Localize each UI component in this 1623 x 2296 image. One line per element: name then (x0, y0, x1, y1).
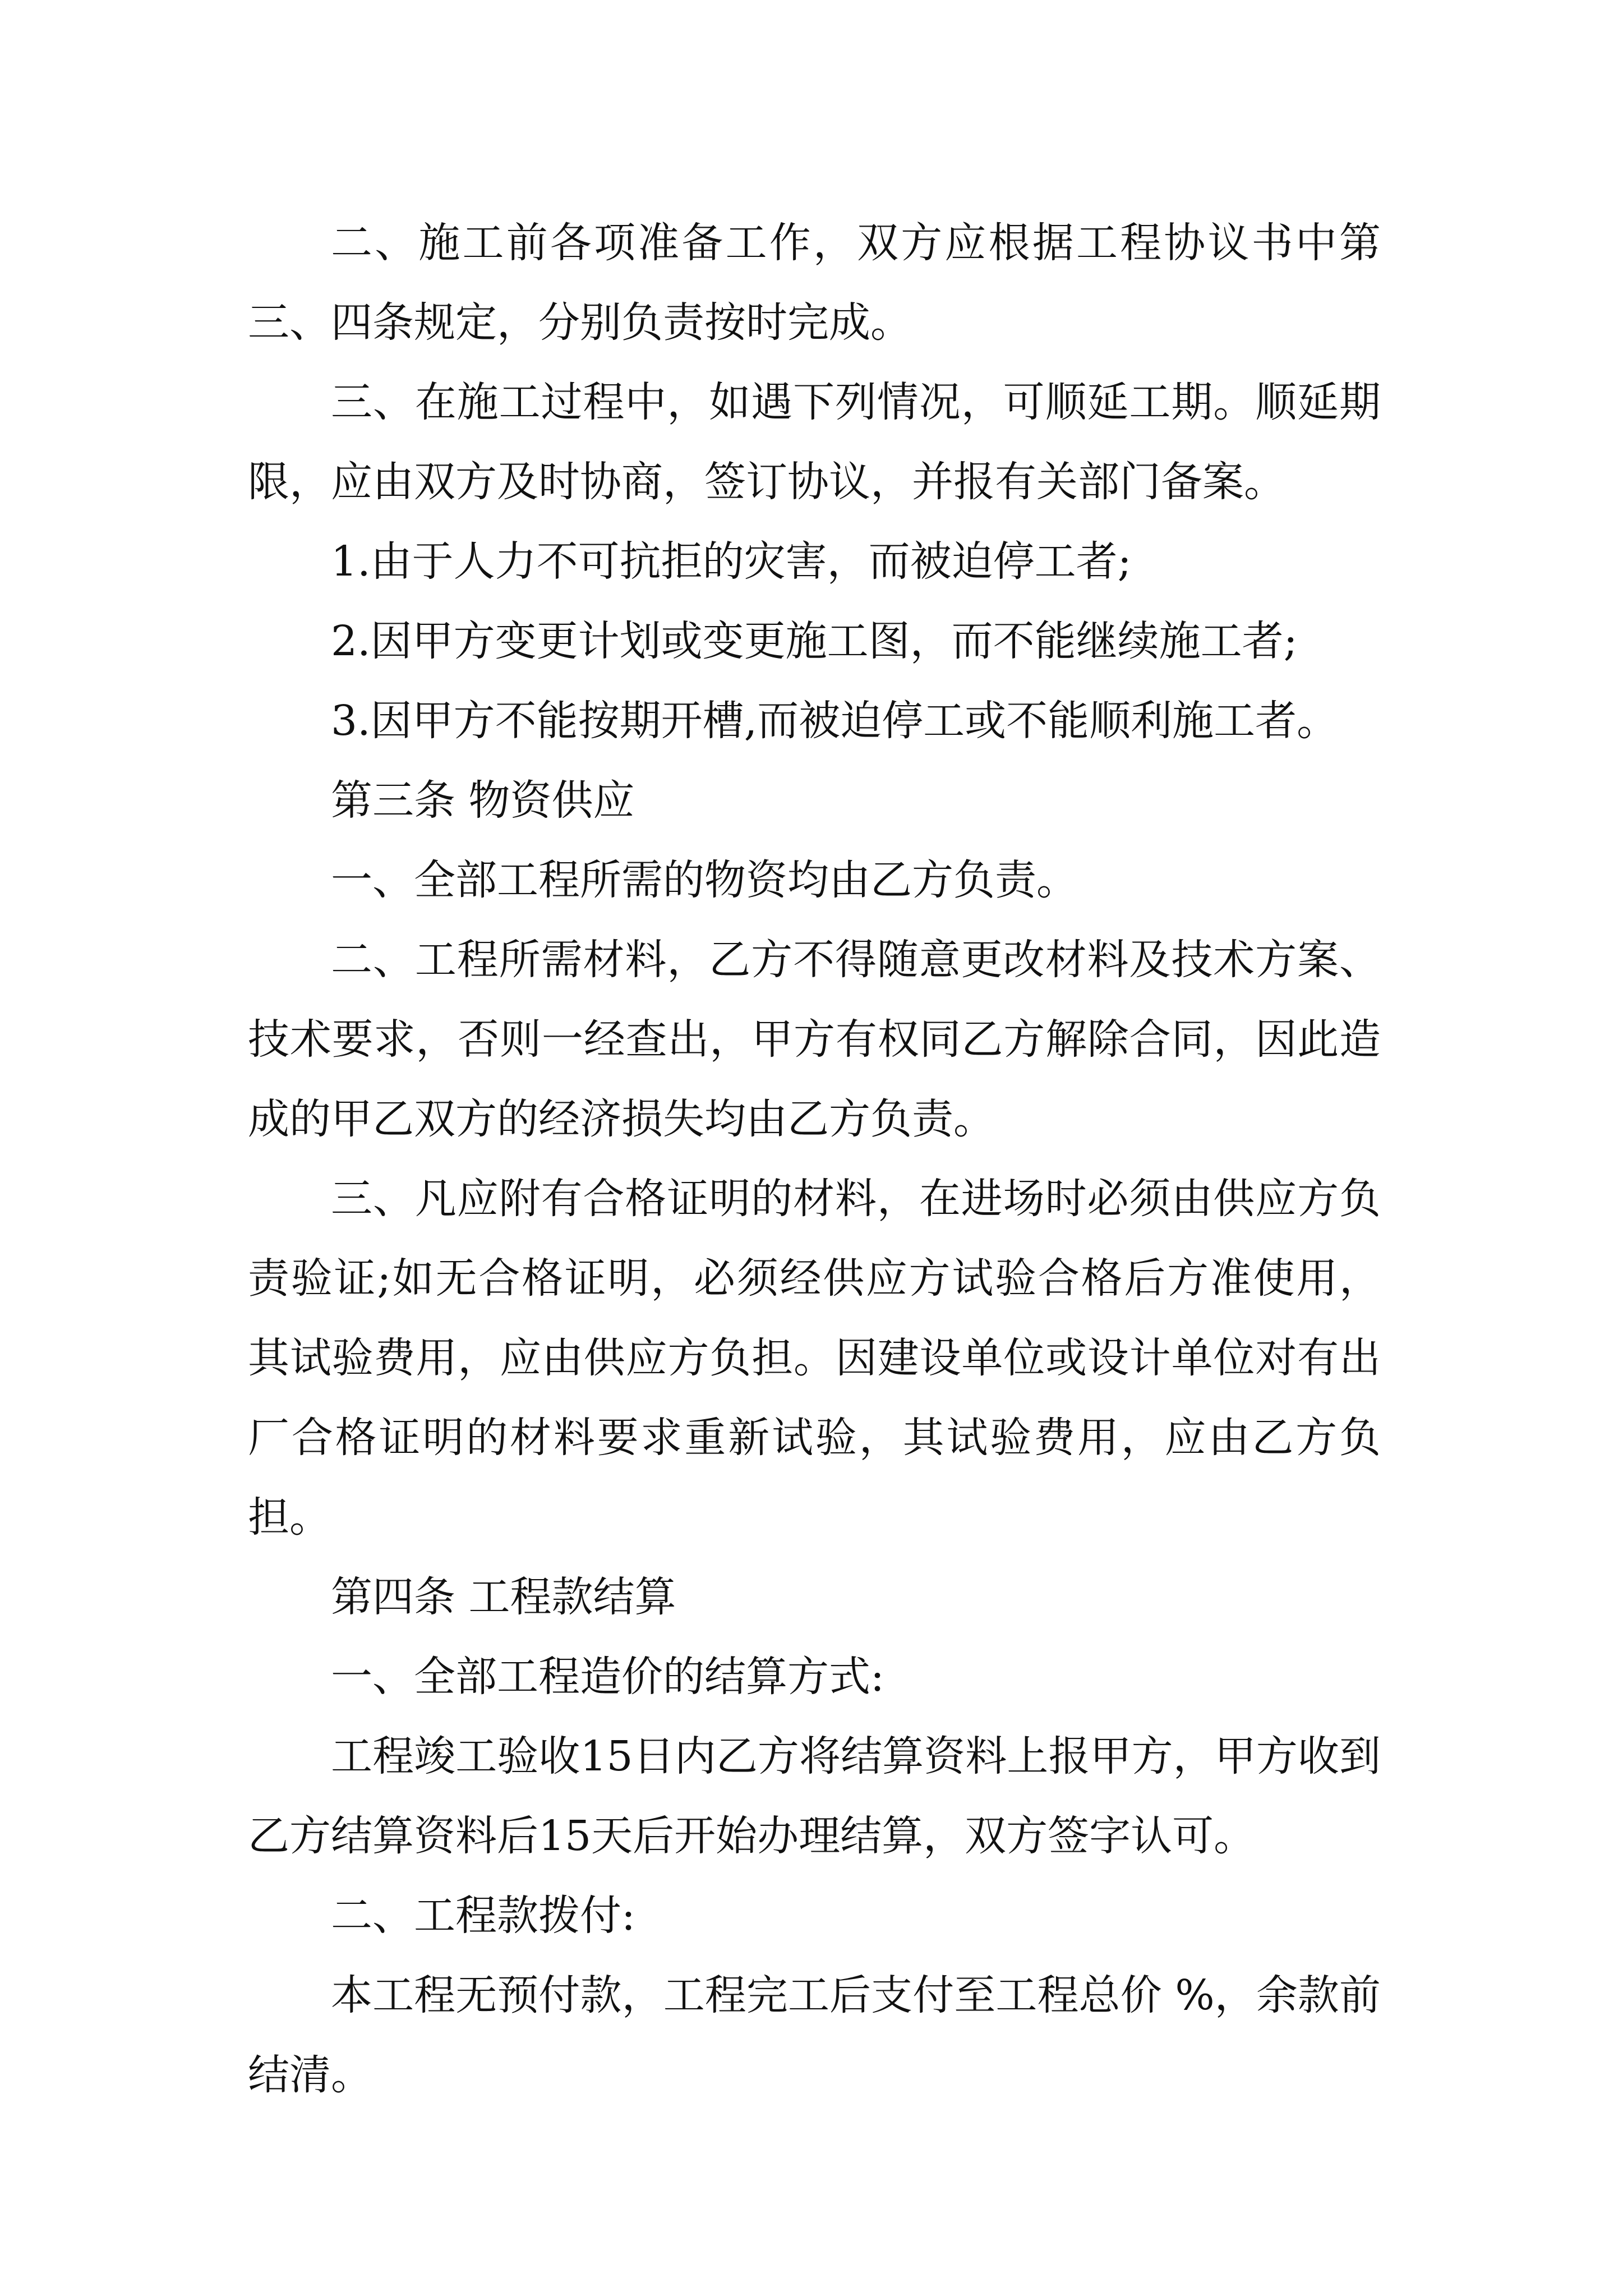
paragraph-certification: 三、凡应附有合格证明的材料，在进场时必须由供应方负责验证;如无合格证明，必须经供应方试验合格后方准使用，其试验费用，应由供应方负担。因建设单位或设计单位对有出厂合格证明的材料要求重新试验，其试验费用，应由乙方负担。 (248, 1175, 1381, 1542)
paragraph-payment-heading: 二、工程款拨付: (331, 1892, 635, 1940)
paragraph-extension: 三、在施工过程中，如遇下列情况，可顺延工期。顺延期限，应由双方及时协商，签订协议，并报有关部门备案。 (248, 378, 1381, 506)
section-heading-article-4: 第四条 工程款结算 (331, 1573, 676, 1621)
paragraph-settlement-timeline: 工程竣工验收15日内乙方将结算资料上报甲方，甲方收到乙方结算资料后15天后开始办理结算，双方签字认可。 (248, 1732, 1381, 1860)
paragraph-materials-responsibility: 一、全部工程所需的物资均由乙方负责。 (331, 856, 1078, 904)
list-item-disaster: 1.由于人力不可抗拒的灾害，而被迫停工者; (331, 537, 1132, 586)
document-body (248, 203, 1381, 2115)
list-item-trench: 3.因甲方不能按期开槽,而被迫停工或不能顺利施工者。 (331, 697, 1339, 745)
list-item-plan-change: 2.因甲方变更计划或变更施工图，而不能继续施工者; (331, 617, 1298, 665)
paragraph-payment-terms: 本工程无预付款，工程完工后支付至工程总价 %，余款前结清。 (248, 1971, 1381, 2099)
paragraph-materials-changes: 二、工程所需材料，乙方不得随意更改材料及技术方案、技术要求，否则一经查出，甲方有权同乙方解除合同，因此造成的甲乙双方的经济损失均由乙方负责。 (248, 936, 1381, 1143)
paragraph-settlement-method: 一、全部工程造价的结算方式: (331, 1653, 884, 1701)
paragraph-preparation: 二、施工前各项准备工作，双方应根据工程协议书中第三、四条规定，分别负责按时完成。 (248, 219, 1381, 347)
section-heading-article-3: 第三条 物资供应 (331, 776, 635, 825)
